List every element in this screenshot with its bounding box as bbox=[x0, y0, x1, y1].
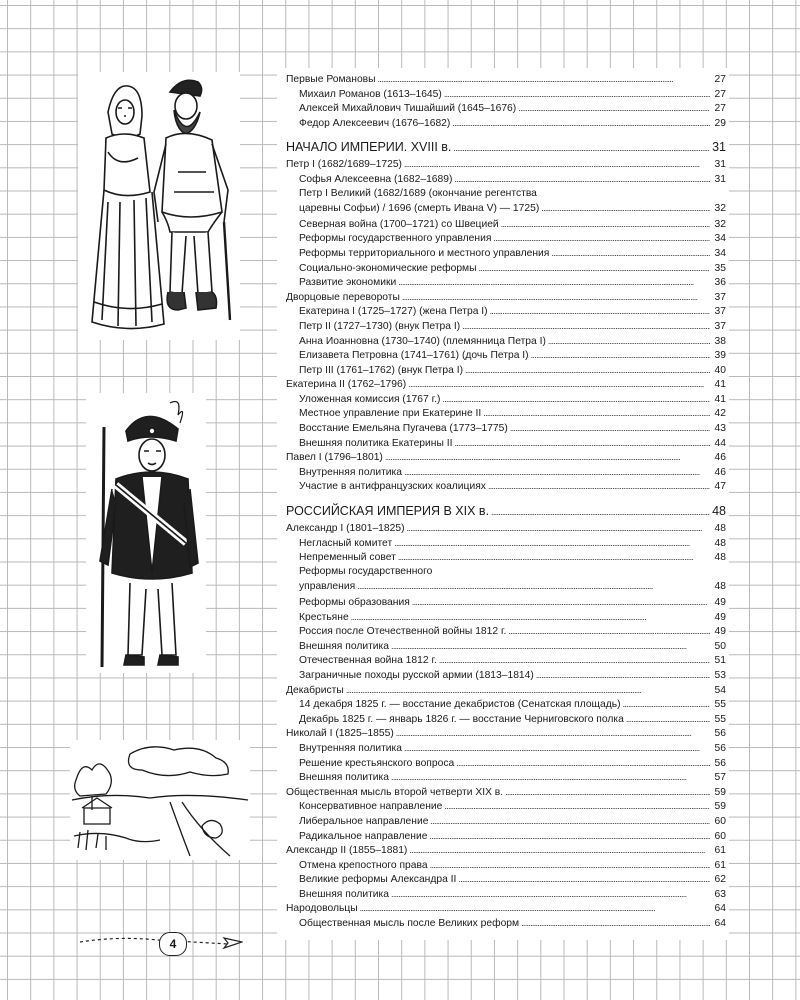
leader-dots bbox=[409, 843, 710, 859]
leader-dots bbox=[536, 668, 710, 684]
toc-entry bbox=[286, 421, 726, 436]
toc-entry-title: 14 декабря 1825 г. — восстание декабристов (Сенатская площадь) bbox=[299, 699, 621, 711]
toc-entry bbox=[286, 741, 726, 756]
leader-dots bbox=[402, 290, 710, 306]
toc-entry-title: Отмена крепостного права bbox=[299, 859, 428, 871]
toc-entry-page: 31 bbox=[712, 140, 726, 155]
toc-entry-title: Великие реформы Александра II bbox=[299, 874, 457, 886]
toc-entry-page: 64 bbox=[714, 918, 726, 930]
leader-dots bbox=[623, 697, 710, 713]
toc-entry-page: 46 bbox=[714, 466, 726, 478]
leader-dots bbox=[454, 436, 710, 452]
toc-entry-page: 39 bbox=[714, 350, 726, 362]
toc-entry bbox=[286, 668, 726, 683]
toc-entry-title: Первые Романовы bbox=[286, 74, 376, 85]
toc-entry bbox=[286, 290, 726, 305]
leader-dots bbox=[430, 814, 710, 830]
leader-dots bbox=[505, 785, 710, 801]
toc-entry-page: 35 bbox=[714, 262, 726, 274]
toc-entry-page: 34 bbox=[714, 233, 726, 245]
leader-dots bbox=[357, 579, 710, 595]
leader-dots bbox=[488, 479, 710, 495]
toc-entry-title: Участие в антифранцузских коалициях bbox=[299, 481, 486, 493]
toc-entry bbox=[286, 319, 726, 334]
toc-entry bbox=[286, 521, 726, 536]
toc-entry-page: 27 bbox=[714, 88, 726, 100]
toc-entry-page: 50 bbox=[714, 640, 726, 652]
toc-entry-page: 49 bbox=[714, 626, 726, 638]
toc-entry-page: 54 bbox=[714, 684, 726, 696]
toc-entry-page: 29 bbox=[714, 117, 726, 129]
toc-entry bbox=[286, 916, 726, 931]
toc-entry-title: Внешняя политика bbox=[299, 888, 390, 900]
toc-entry-page: 48 bbox=[714, 552, 726, 564]
toc-entry-page: 48 bbox=[712, 504, 726, 519]
toc-entry-title: Александр I (1801–1825) bbox=[286, 523, 405, 535]
toc-entry-page: 53 bbox=[714, 669, 726, 681]
toc-entry bbox=[286, 683, 726, 698]
toc-entry bbox=[286, 858, 726, 873]
toc-entry-title-continued: царевны Софьи) / 1696 (смерть Ивана V) — 1725) bbox=[299, 203, 540, 215]
toc-entry-page: 37 bbox=[714, 306, 726, 318]
toc-entry bbox=[286, 595, 726, 610]
toc-entry bbox=[286, 217, 726, 232]
toc-entry bbox=[286, 550, 726, 565]
toc-entry-page: 46 bbox=[714, 452, 726, 464]
toc-entry-title: Заграничные походы русской армии (1813–1814) bbox=[299, 669, 534, 681]
toc-entry bbox=[286, 814, 726, 829]
toc-entry bbox=[286, 348, 726, 363]
toc-entry-title: Анна Иоанновна (1730–1740) (племянница Петра I) bbox=[299, 335, 546, 347]
toc-entry bbox=[286, 785, 726, 800]
toc-entry-page: 37 bbox=[714, 291, 726, 303]
toc-entry-page: 40 bbox=[714, 364, 726, 376]
toc-entry-page: 61 bbox=[714, 859, 726, 871]
leader-dots bbox=[465, 363, 710, 379]
toc-entry-title: Александр II (1855–1881) bbox=[286, 845, 408, 857]
toc-entry bbox=[286, 261, 726, 276]
toc-entry-title: Народовольцы bbox=[286, 903, 358, 915]
page-number: 4 bbox=[159, 932, 187, 956]
leader-dots bbox=[444, 87, 710, 103]
toc-entry-title: Петр II (1727–1730) (внук Петра I) bbox=[299, 320, 461, 332]
toc-entry-title: Непременный совет bbox=[299, 552, 396, 564]
toc-entry-title: Негласный комитет bbox=[299, 537, 393, 549]
toc-entry-title: Федор Алексеевич (1676–1682) bbox=[299, 117, 451, 129]
toc-entry bbox=[286, 72, 726, 87]
toc-entry-page: 34 bbox=[714, 247, 726, 259]
toc-entry bbox=[286, 172, 726, 187]
leader-dots bbox=[510, 421, 710, 437]
toc-entry-title: Реформы государственного управления bbox=[299, 233, 492, 245]
toc-entry bbox=[286, 799, 726, 814]
toc-entry-title: Отечественная война 1812 г. bbox=[299, 655, 437, 667]
leader-dots bbox=[429, 829, 710, 845]
toc-entry-page: 48 bbox=[714, 581, 726, 593]
leader-dots bbox=[548, 334, 710, 350]
toc-entry-title: Восстание Емельяна Пугачева (1773–1775) bbox=[299, 423, 508, 435]
toc-entry bbox=[286, 275, 726, 290]
toc-entry-page: 49 bbox=[714, 597, 726, 608]
toc-entry-page: 60 bbox=[714, 830, 726, 842]
toc-entry bbox=[286, 843, 726, 858]
leader-dots bbox=[360, 901, 710, 917]
leader-dots bbox=[396, 726, 710, 742]
toc-entry-title: Софья Алексеевна (1682–1689) bbox=[299, 173, 453, 185]
toc-entry-page: 56 bbox=[714, 757, 726, 769]
toc-entry bbox=[286, 901, 726, 916]
toc-entry-title: Крестьяне bbox=[299, 611, 349, 623]
table-of-contents bbox=[277, 68, 729, 940]
toc-entry-title: Петр I (1682/1689–1725) bbox=[286, 159, 402, 171]
toc-entry-title: Елизавета Петровна (1741–1761) (дочь Петра I) bbox=[299, 350, 529, 362]
toc-entry-page: 60 bbox=[714, 815, 726, 827]
leader-dots bbox=[531, 348, 710, 364]
toc-entry-title: Екатерина II (1762–1796) bbox=[286, 379, 407, 391]
toc-entry-page: 48 bbox=[714, 523, 726, 535]
toc-entry-page: 55 bbox=[714, 713, 726, 725]
toc-entry-page: 44 bbox=[714, 437, 726, 449]
leader-dots bbox=[541, 201, 710, 217]
leader-dots bbox=[394, 536, 710, 552]
toc-entry bbox=[286, 116, 726, 131]
toc-entry-title: Радикальное направление bbox=[299, 830, 428, 842]
toc-entry-title: Декабрь 1825 г. — январь 1826 г. — восстание Черниговского полка bbox=[299, 713, 624, 725]
toc-entry-page: 32 bbox=[714, 218, 726, 230]
toc-entry-page: 55 bbox=[714, 699, 726, 711]
toc-entry-page: 61 bbox=[714, 845, 726, 857]
toc-entry-page: 56 bbox=[714, 742, 726, 754]
toc-entry-page: 56 bbox=[714, 728, 726, 740]
leader-dots bbox=[490, 304, 710, 320]
leader-dots bbox=[491, 502, 710, 522]
toc-entry-title: Либеральное направление bbox=[299, 815, 429, 827]
toc-entry-title: Консервативное направление bbox=[299, 801, 443, 813]
leader-dots bbox=[378, 72, 710, 88]
leader-dots bbox=[398, 275, 710, 291]
toc-entry-page: 36 bbox=[714, 277, 726, 289]
toc-entry bbox=[286, 697, 726, 712]
toc-entry-title: НАЧАЛО ИМПЕРИИ. XVIII в. bbox=[286, 140, 452, 155]
toc-entry-title: Николай I (1825–1855) bbox=[286, 728, 394, 740]
landscape-illustration bbox=[70, 740, 250, 860]
toc-entry-title: Общественная мысль после Великих реформ bbox=[299, 918, 520, 930]
toc-entry-page: 27 bbox=[714, 103, 726, 115]
toc-entry bbox=[286, 872, 726, 887]
leader-dots bbox=[346, 683, 710, 699]
soldier-illustration bbox=[86, 393, 206, 673]
leader-dots bbox=[351, 610, 710, 626]
leader-dots bbox=[626, 712, 710, 728]
leader-dots bbox=[404, 157, 710, 173]
toc-entry-title: Общественная мысль второй четверти XIX в. bbox=[286, 786, 504, 798]
toc-entry-title: Внешняя политика Екатерины II bbox=[299, 437, 453, 449]
toc-entry bbox=[286, 157, 726, 172]
toc-entry-page: 64 bbox=[714, 903, 726, 915]
toc-entry bbox=[286, 87, 726, 102]
leader-dots bbox=[439, 653, 710, 669]
leader-dots bbox=[398, 550, 710, 566]
toc-entry-title: Внутренняя политика bbox=[299, 466, 403, 478]
leader-dots bbox=[508, 624, 710, 640]
toc-entry bbox=[286, 639, 726, 654]
leader-dots bbox=[407, 521, 711, 537]
toc-entry-title: Петр I Великий (1682/1689 (окончание регентства bbox=[299, 187, 537, 199]
toc-entry-page: 43 bbox=[714, 423, 726, 435]
toc-entry bbox=[286, 610, 726, 625]
toc-entry-title: Декабристы bbox=[286, 684, 344, 696]
toc-entry bbox=[286, 304, 726, 319]
leader-dots bbox=[442, 392, 710, 408]
toc-entry-title: Реформы территориального и местного управления bbox=[299, 247, 550, 259]
toc-entry-page: 31 bbox=[714, 173, 726, 185]
toc-entry-page: 38 bbox=[714, 335, 726, 347]
toc-entry-title: Дворцовые перевороты bbox=[286, 291, 400, 303]
toc-entry-page: 51 bbox=[714, 655, 726, 667]
toc-entry bbox=[286, 653, 726, 668]
leader-dots bbox=[430, 858, 710, 874]
toc-entry-page: 37 bbox=[714, 320, 726, 332]
toc-entry-page: 31 bbox=[714, 159, 726, 171]
toc-entry bbox=[286, 479, 726, 494]
toc-entry bbox=[286, 829, 726, 844]
toc-entry-page: 63 bbox=[714, 888, 726, 900]
leader-dots bbox=[458, 872, 710, 888]
toc-entry-title: Россия после Отечественной войны 1812 г. bbox=[299, 626, 507, 638]
toc-entry bbox=[286, 624, 726, 639]
toc-entry bbox=[286, 450, 726, 465]
toc-entry bbox=[286, 334, 726, 349]
toc-entry-title: Решение крестьянского вопроса bbox=[299, 757, 455, 769]
toc-entry bbox=[286, 887, 726, 902]
toc-entry-title: РОССИЙСКАЯ ИМПЕРИЯ В XIX в. bbox=[286, 504, 490, 519]
leader-dots bbox=[385, 450, 710, 466]
toc-entry-page: 41 bbox=[714, 379, 726, 391]
toc-entry-title: Местное управление при Екатерине II bbox=[299, 408, 482, 420]
toc-entry bbox=[286, 231, 726, 246]
leader-dots bbox=[408, 377, 710, 393]
toc-entry-title: Уложенная комиссия (1767 г.) bbox=[299, 393, 441, 405]
toc-entry-title: Развитие экономики bbox=[299, 277, 397, 289]
leader-dots bbox=[391, 639, 710, 655]
toc-entry-page: 48 bbox=[714, 537, 726, 549]
leader-dots bbox=[404, 741, 710, 757]
toc-entry-title: Внешняя политика bbox=[299, 772, 390, 784]
leader-dots bbox=[521, 916, 710, 932]
peasant-couple-illustration bbox=[78, 72, 240, 340]
leader-dots bbox=[452, 116, 710, 132]
toc-entry bbox=[286, 377, 726, 392]
toc-entry bbox=[286, 436, 726, 451]
toc-entry-page: 41 bbox=[714, 393, 726, 405]
toc-entry-title: Внешняя политика bbox=[299, 640, 390, 652]
toc-entry-page: 59 bbox=[714, 786, 726, 798]
leader-dots bbox=[444, 799, 710, 815]
toc-entry-title-continued: управления bbox=[299, 581, 356, 593]
leader-dots bbox=[454, 172, 710, 188]
toc-entry bbox=[286, 465, 726, 480]
leader-dots bbox=[479, 261, 710, 277]
toc-entry-title: Екатерина I (1725–1727) (жена Петра I) bbox=[299, 306, 488, 318]
toc-entry bbox=[286, 246, 726, 261]
leader-dots bbox=[456, 756, 710, 772]
toc-entry bbox=[286, 712, 726, 727]
toc-entry-page: 59 bbox=[714, 801, 726, 813]
toc-entry-page: 62 bbox=[714, 874, 726, 886]
toc-entry-page: 57 bbox=[714, 772, 726, 784]
toc-entry-page: 49 bbox=[714, 611, 726, 623]
toc-entry-title: Алексей Михайлович Тишайший (1645–1676) bbox=[299, 103, 517, 115]
toc-section-heading bbox=[286, 138, 726, 157]
toc-entry-page: 42 bbox=[714, 408, 726, 420]
toc-entry bbox=[286, 392, 726, 407]
toc-entry bbox=[286, 565, 726, 595]
toc-entry bbox=[286, 187, 726, 217]
toc-entry bbox=[286, 770, 726, 785]
toc-entry-title: Михаил Романов (1613–1645) bbox=[299, 88, 442, 100]
toc-entry bbox=[286, 363, 726, 378]
toc-entry-title: Северная война (1700–1721) со Швецией bbox=[299, 218, 499, 230]
toc-entry bbox=[286, 101, 726, 116]
toc-entry-title: Павел I (1796–1801) bbox=[286, 452, 383, 464]
leader-dots bbox=[404, 465, 710, 481]
leader-dots bbox=[483, 406, 710, 422]
toc-entry-page: 27 bbox=[714, 74, 726, 85]
toc-entry bbox=[286, 726, 726, 741]
toc-entry bbox=[286, 406, 726, 421]
toc-entry bbox=[286, 756, 726, 771]
leader-dots bbox=[462, 319, 710, 335]
toc-section-heading bbox=[286, 502, 726, 521]
toc-entry-page: 47 bbox=[714, 481, 726, 493]
toc-entry-title: Реформы образования bbox=[299, 597, 410, 608]
toc-list bbox=[286, 72, 726, 931]
toc-entry-title: Социально-экономические реформы bbox=[299, 262, 477, 274]
toc-entry-title: Петр III (1761–1762) (внук Петра I) bbox=[299, 364, 463, 376]
leader-dots bbox=[501, 217, 710, 233]
toc-entry-title: Реформы государственного bbox=[299, 565, 433, 577]
toc-entry-title: Внутренняя политика bbox=[299, 742, 403, 754]
leader-dots bbox=[453, 138, 710, 158]
toc-entry bbox=[286, 536, 726, 551]
paper-plane-icon bbox=[224, 938, 242, 948]
leader-dots bbox=[412, 595, 710, 611]
leader-dots bbox=[551, 246, 710, 262]
leader-dots bbox=[493, 231, 710, 247]
leader-dots bbox=[391, 887, 710, 903]
toc-entry-page: 32 bbox=[714, 203, 726, 215]
leader-dots bbox=[391, 770, 710, 786]
leader-dots bbox=[518, 101, 710, 117]
